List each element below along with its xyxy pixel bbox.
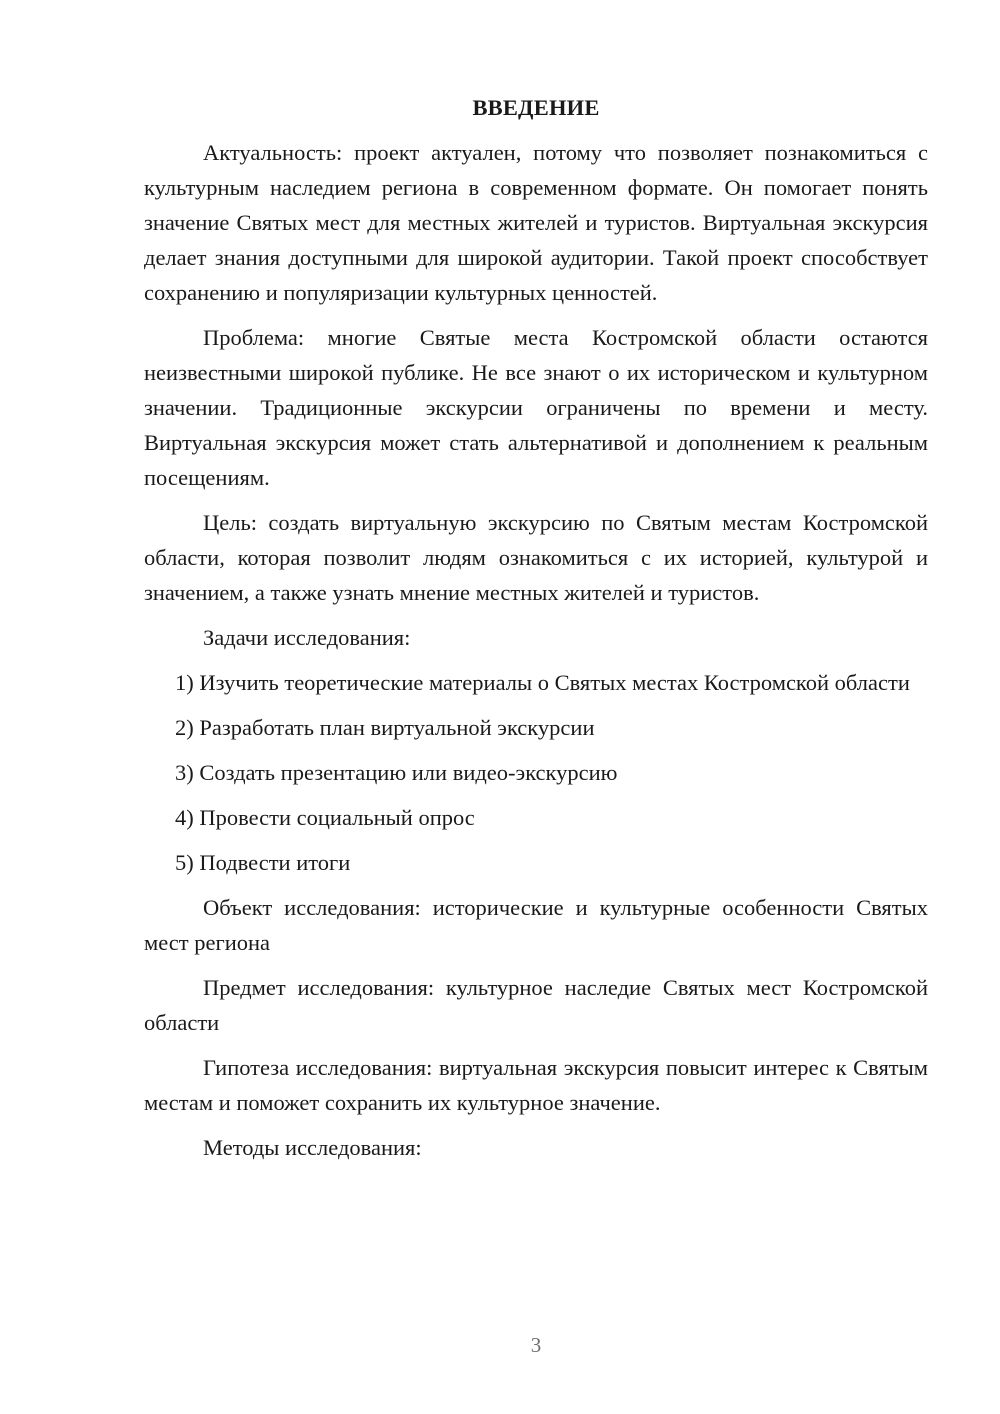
methods-heading: Методы исследования:	[203, 1135, 422, 1160]
paragraph-subject: Предмет исследования: культурное наследие Святых мест Костромской области	[144, 975, 928, 1035]
paragraph-problem: Проблема: многие Святые места Костромской области остаются неизвестными широкой публике. Не все знают о их историческом и культурном значении. Традиционные экскурсии ограничены по времени и месту. Виртуальная экскурсия может стать альтернативой и дополнением к реальным посещениям.	[144, 325, 928, 490]
paragraph-object: Объект исследования: исторические и культурные особенности Святых мест региона	[144, 895, 928, 955]
page-title: ВВЕДЕНИЕ	[472, 95, 600, 120]
page-content	[144, 90, 928, 1175]
task-item-4: 4) Провести социальный опрос	[175, 805, 475, 830]
paragraph-relevance: Актуальность: проект актуален, потому что позволяет познакомиться с культурным наследием региона в современном формате. Он помогает понять значение Святых мест для местных жителей и туристов. Виртуальная экскурсия делает знания доступными для широкой аудитории. Такой проект способствует сохранению и популяризации культурных ценностей.	[144, 140, 928, 305]
task-item-3: 3) Создать презентацию или видео-экскурсию	[175, 760, 618, 785]
task-item-5: 5) Подвести итоги	[175, 850, 351, 875]
paragraph-hypothesis: Гипотеза исследования: виртуальная экскурсия повысит интерес к Святым местам и поможет сохранить их культурное значение.	[144, 1055, 928, 1115]
page-number: 3	[530, 1333, 542, 1357]
tasks-heading: Задачи исследования:	[203, 625, 411, 650]
task-item-2: 2) Разработать план виртуальной экскурсии	[175, 715, 595, 740]
paragraph-goal: Цель: создать виртуальную экскурсию по Святым местам Костромской области, которая позволит людям ознакомиться с их историей, культурой и значением, а также узнать мнение местных жителей и туристов.	[144, 510, 928, 605]
tasks-list	[144, 665, 928, 880]
task-item-1: 1) Изучить теоретические материалы о Святых местах Костромской области	[175, 670, 910, 695]
